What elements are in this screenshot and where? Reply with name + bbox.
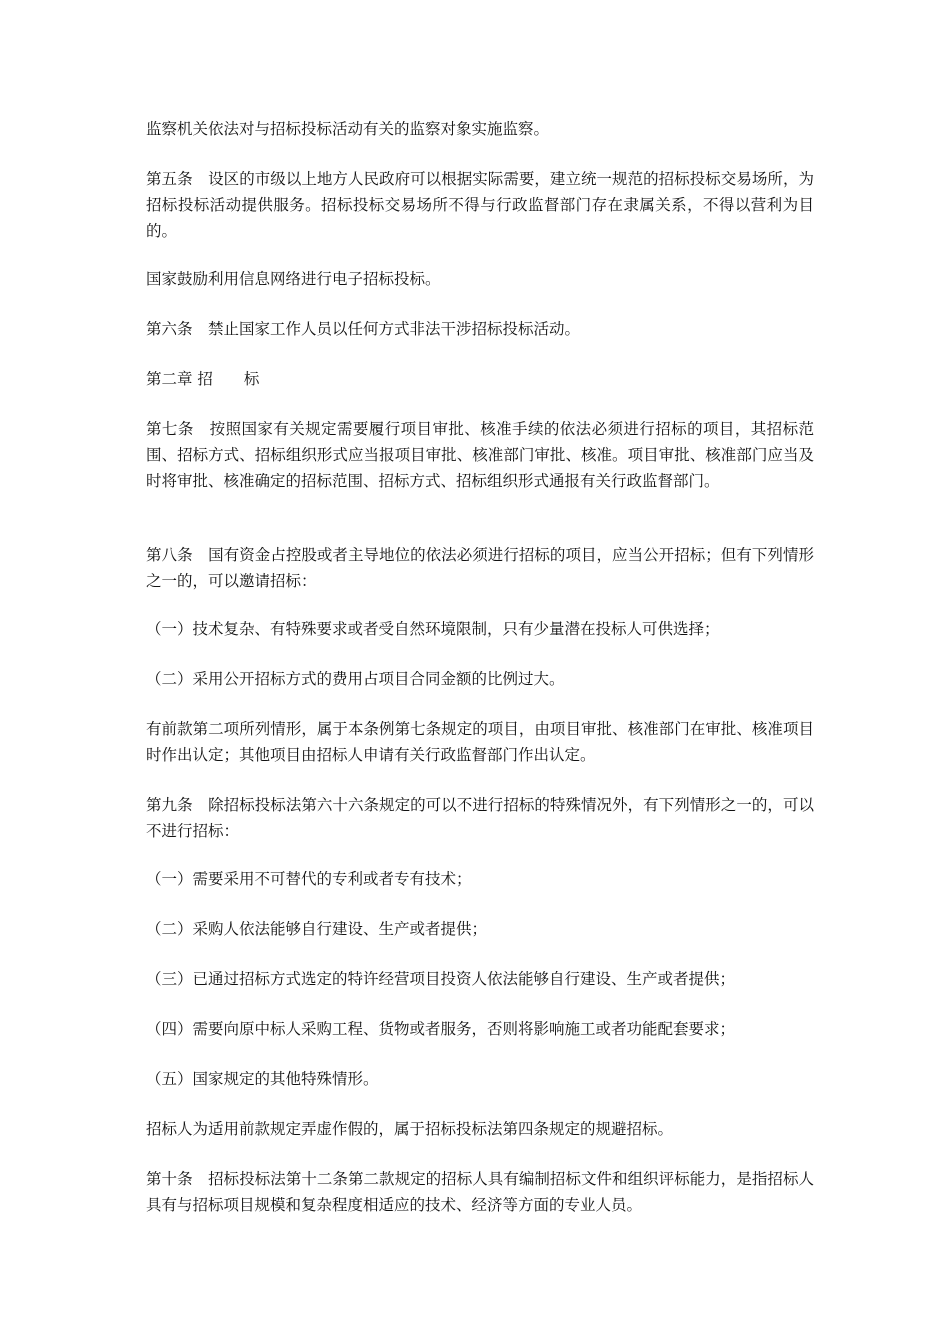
paragraph-electronic-bidding: 国家鼓励利用信息网络进行电子招标投标。 [146, 270, 441, 288]
list-item-article-8-1: （一）技术复杂、有特殊要求或者受自然环境限制，只有少量潜在投标人可供选择； [146, 620, 720, 638]
paragraph-article-6: 第六条 禁止国家工作人员以任何方式非法干涉招标投标活动。 [146, 320, 581, 338]
list-item-article-8-2: （二）采用公开招标方式的费用占项目合同金额的比例过大。 [146, 670, 565, 688]
paragraph-article-7: 第七条 按照国家有关规定需要履行项目审批、核准手续的依法必须进行招标的项目，其招标范围、招标方式、招标组织形式应当报项目审批、核准部门审批、核准。项目审批、核准部门应当及时将审批、核准确定的招标范围、招标方式、招标组织形式通报有关行政监督部门。 [146, 420, 814, 490]
paragraph-evasion: 招标人为适用前款规定弄虚作假的，属于招标投标法第四条规定的规避招标。 [146, 1120, 674, 1138]
paragraph-article-8: 第八条 国有资金占控股或者主导地位的依法必须进行招标的项目，应当公开招标；但有下列情形之一的，可以邀请招标： [146, 546, 814, 590]
list-item-article-9-3: （三）已通过招标方式选定的特许经营项目投资人依法能够自行建设、生产或者提供； [146, 970, 736, 988]
list-item-article-9-2: （二）采购人依法能够自行建设、生产或者提供； [146, 920, 488, 938]
paragraph-article-10: 第十条 招标投标法第十二条第二款规定的招标人具有编制招标文件和组织评标能力，是指招标人具有与招标项目规模和复杂程度相适应的技术、经济等方面的专业人员。 [146, 1170, 814, 1214]
chapter-heading: 第二章 招 标 [146, 370, 260, 388]
paragraph-article-5: 第五条 设区的市级以上地方人民政府可以根据实际需要，建立统一规范的招标投标交易场所，为招标投标活动提供服务。招标投标交易场所不得与行政监督部门存在隶属关系，不得以营利为目的。 [146, 170, 814, 240]
list-item-article-9-4: （四）需要向原中标人采购工程、货物或者服务，否则将影响施工或者功能配套要求； [146, 1020, 736, 1038]
paragraph-article-8-note: 有前款第二项所列情形，属于本条例第七条规定的项目，由项目审批、核准部门在审批、核准项目时作出认定；其他项目由招标人申请有关行政监督部门作出认定。 [146, 720, 814, 764]
list-item-article-9-1: （一）需要采用不可替代的专利或者专有技术； [146, 870, 472, 888]
list-item-article-9-5: （五）国家规定的其他特殊情形。 [146, 1070, 379, 1088]
paragraph-article-9: 第九条 除招标投标法第六十六条规定的可以不进行招标的特殊情况外，有下列情形之一的，可以不进行招标： [146, 796, 814, 840]
paragraph-supervision: 监察机关依法对与招标投标活动有关的监察对象实施监察。 [146, 120, 550, 138]
